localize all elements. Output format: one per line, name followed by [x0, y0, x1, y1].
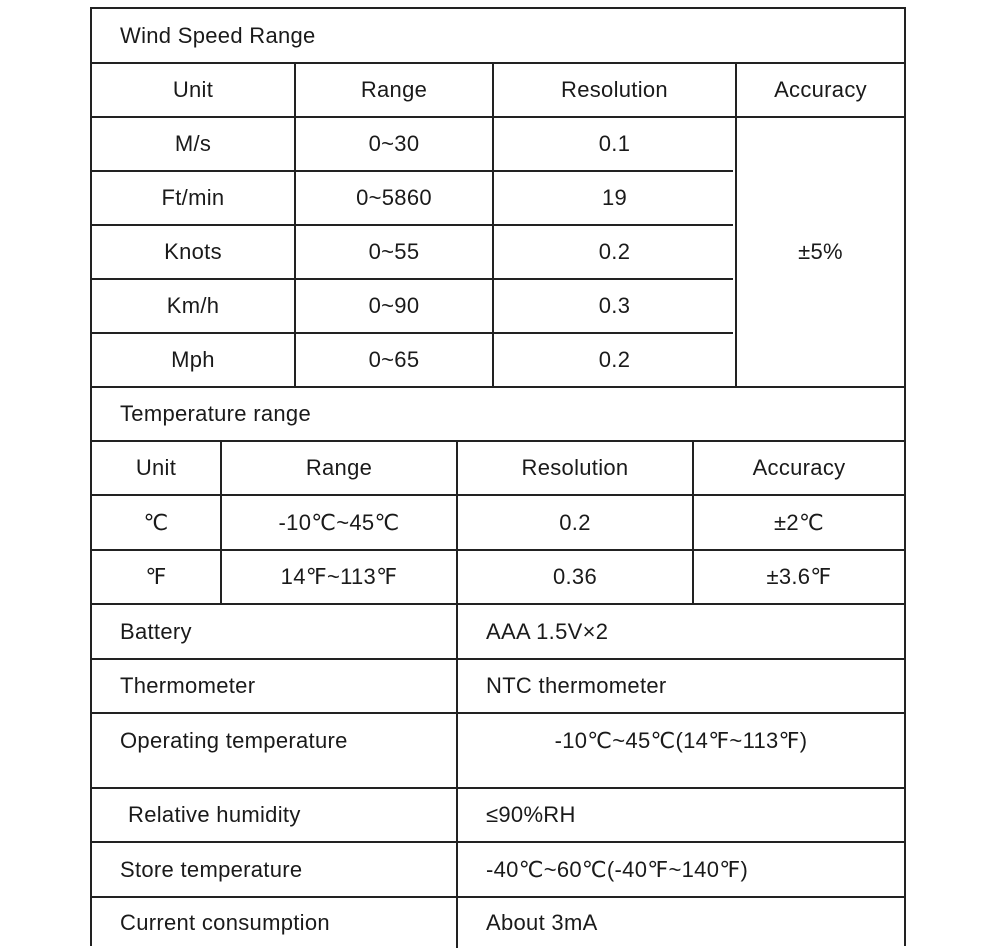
- wind-accuracy: ±5%: [735, 118, 904, 388]
- wind-unit: Mph: [171, 347, 215, 372]
- spec-row-battery: [92, 605, 904, 660]
- wind-unit: Knots: [164, 239, 222, 264]
- temperature-row: [92, 496, 904, 551]
- wind-unit: Ft/min: [161, 185, 225, 210]
- temperature-header-row: [92, 442, 904, 496]
- wind-range: 0~55: [294, 226, 492, 278]
- spec-row-operating-temperature: [92, 714, 904, 789]
- spec-label: Current consumption: [120, 910, 330, 935]
- wind-range: 0~65: [294, 334, 492, 386]
- wind-range: 0~90: [294, 280, 492, 332]
- temperature-accuracy: ±3.6℉: [692, 551, 904, 603]
- temperature-title-row: [92, 388, 904, 442]
- wind-unit: M/s: [174, 131, 212, 156]
- wind-row: [92, 172, 733, 226]
- spec-value: About 3mA: [456, 898, 904, 948]
- temperature-range: -10℃~45℃: [220, 496, 456, 549]
- temperature-title: Temperature range: [120, 401, 311, 426]
- wind-resolution: 0.2: [492, 334, 735, 386]
- spec-row-current-consumption: [92, 898, 904, 948]
- wind-unit: Km/h: [166, 293, 220, 318]
- temperature-header-unit: Unit: [135, 455, 177, 480]
- spec-value: -40℃~60℃(-40℉~140℉): [456, 843, 904, 896]
- spec-value: AAA 1.5V×2: [456, 605, 904, 658]
- spec-sheet: [90, 7, 906, 946]
- wind-header-accuracy: Accuracy: [735, 64, 904, 116]
- wind-resolution: 19: [492, 172, 735, 224]
- wind-row: [92, 118, 733, 172]
- wind-title-row: [92, 9, 904, 64]
- wind-header-range: Range: [294, 64, 492, 116]
- temperature-header-range: Range: [220, 442, 456, 494]
- temperature-accuracy: ±2℃: [692, 496, 904, 549]
- spec-label: Battery: [120, 618, 192, 644]
- wind-row: [92, 280, 733, 334]
- spec-row-thermometer: [92, 660, 904, 714]
- wind-row: [92, 226, 733, 280]
- temperature-resolution: 0.2: [456, 496, 692, 549]
- wind-header-row: [92, 64, 904, 118]
- temperature-row: [92, 551, 904, 605]
- spec-label: Thermometer: [120, 673, 256, 698]
- wind-range: 0~5860: [294, 172, 492, 224]
- wind-header-resolution: Resolution: [492, 64, 735, 116]
- spec-value: ≤90%RH: [456, 789, 904, 841]
- spec-label: Store temperature: [120, 856, 303, 882]
- wind-resolution: 0.3: [492, 280, 735, 332]
- spec-label: Relative humidity: [128, 802, 301, 827]
- wind-resolution: 0.1: [492, 118, 735, 170]
- temperature-range: 14℉~113℉: [220, 551, 456, 603]
- spec-row-relative-humidity: [92, 789, 904, 843]
- temperature-header-accuracy: Accuracy: [692, 442, 904, 494]
- temperature-resolution: 0.36: [456, 551, 692, 603]
- wind-title: Wind Speed Range: [120, 22, 316, 48]
- spec-row-store-temperature: [92, 843, 904, 898]
- spec-value: NTC thermometer: [456, 660, 904, 712]
- temperature-header-resolution: Resolution: [456, 442, 692, 494]
- temperature-unit: ℉: [145, 564, 167, 589]
- spec-value: -10℃~45℃(14℉~113℉): [456, 714, 904, 787]
- temperature-unit: ℃: [143, 509, 169, 535]
- spec-label: Operating temperature: [120, 728, 348, 753]
- wind-range: 0~30: [294, 118, 492, 170]
- wind-resolution: 0.2: [492, 226, 735, 278]
- wind-header-unit: Unit: [172, 77, 214, 102]
